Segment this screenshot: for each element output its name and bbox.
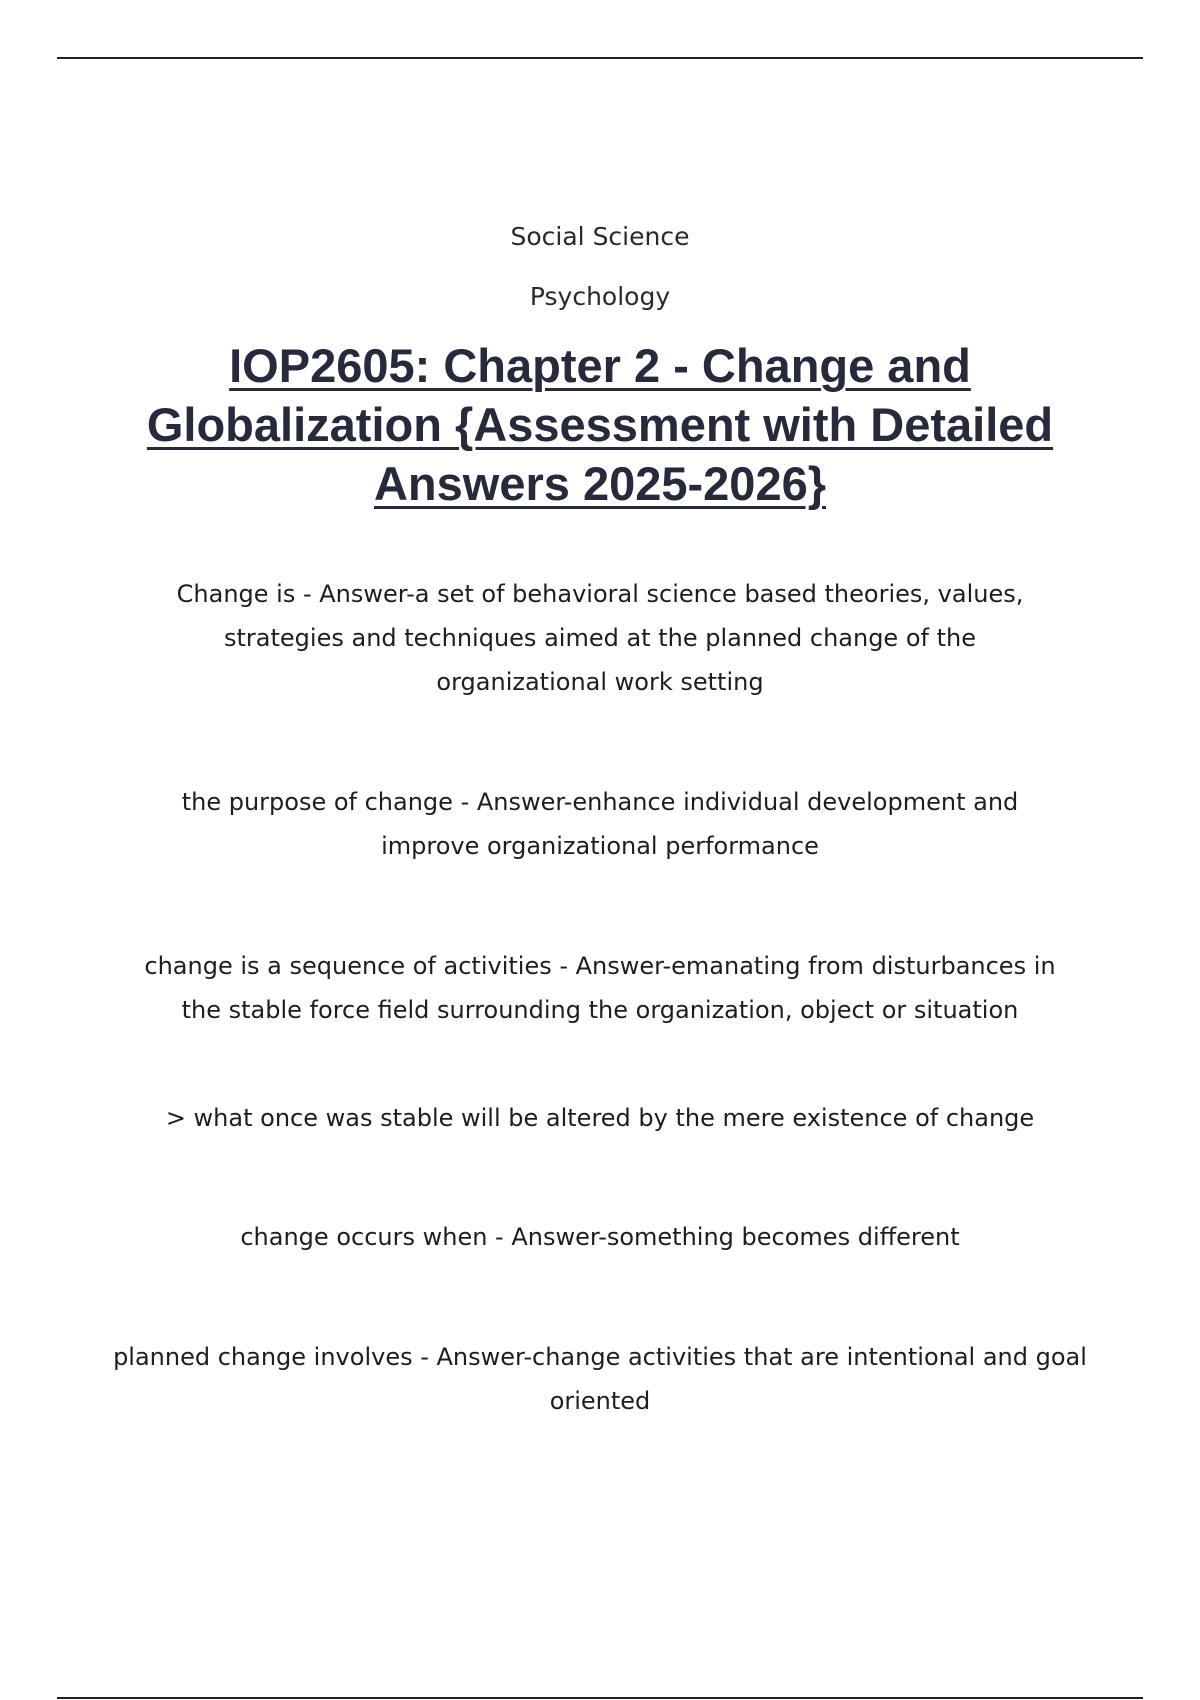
document-title: IOP2605: Chapter 2 - Change and Globalization {Assessment with Detailed Answers 2025-2026} [146,339,1054,510]
qa-item-sequence-of-activities: change is a sequence of activities - Answer-emanating from disturbances in the stable force field surrounding the organization, object or situation [144,952,1056,1024]
bottom-divider [57,1697,1143,1699]
qa-item-change-occurs: change occurs when - Answer-something becomes different [240,1223,960,1251]
qa-item-purpose-of-change: the purpose of change - Answer-enhance individual development and improve organizational performance [181,788,1019,860]
subcategory-label: Psychology [529,282,671,311]
qa-item-planned-change: planned change involves - Answer-change activities that are intentional and goal oriented [113,1343,1087,1415]
qa-item-stability-note: > what once was stable will be altered by the mere existence of change [165,1104,1035,1132]
qa-item-change-definition: Change is - Answer-a set of behavioral science based theories, values, strategies and techniques aimed at the planned change of the organizational work setting [176,580,1024,696]
top-divider [57,57,1143,59]
category-label: Social Science [510,222,690,251]
